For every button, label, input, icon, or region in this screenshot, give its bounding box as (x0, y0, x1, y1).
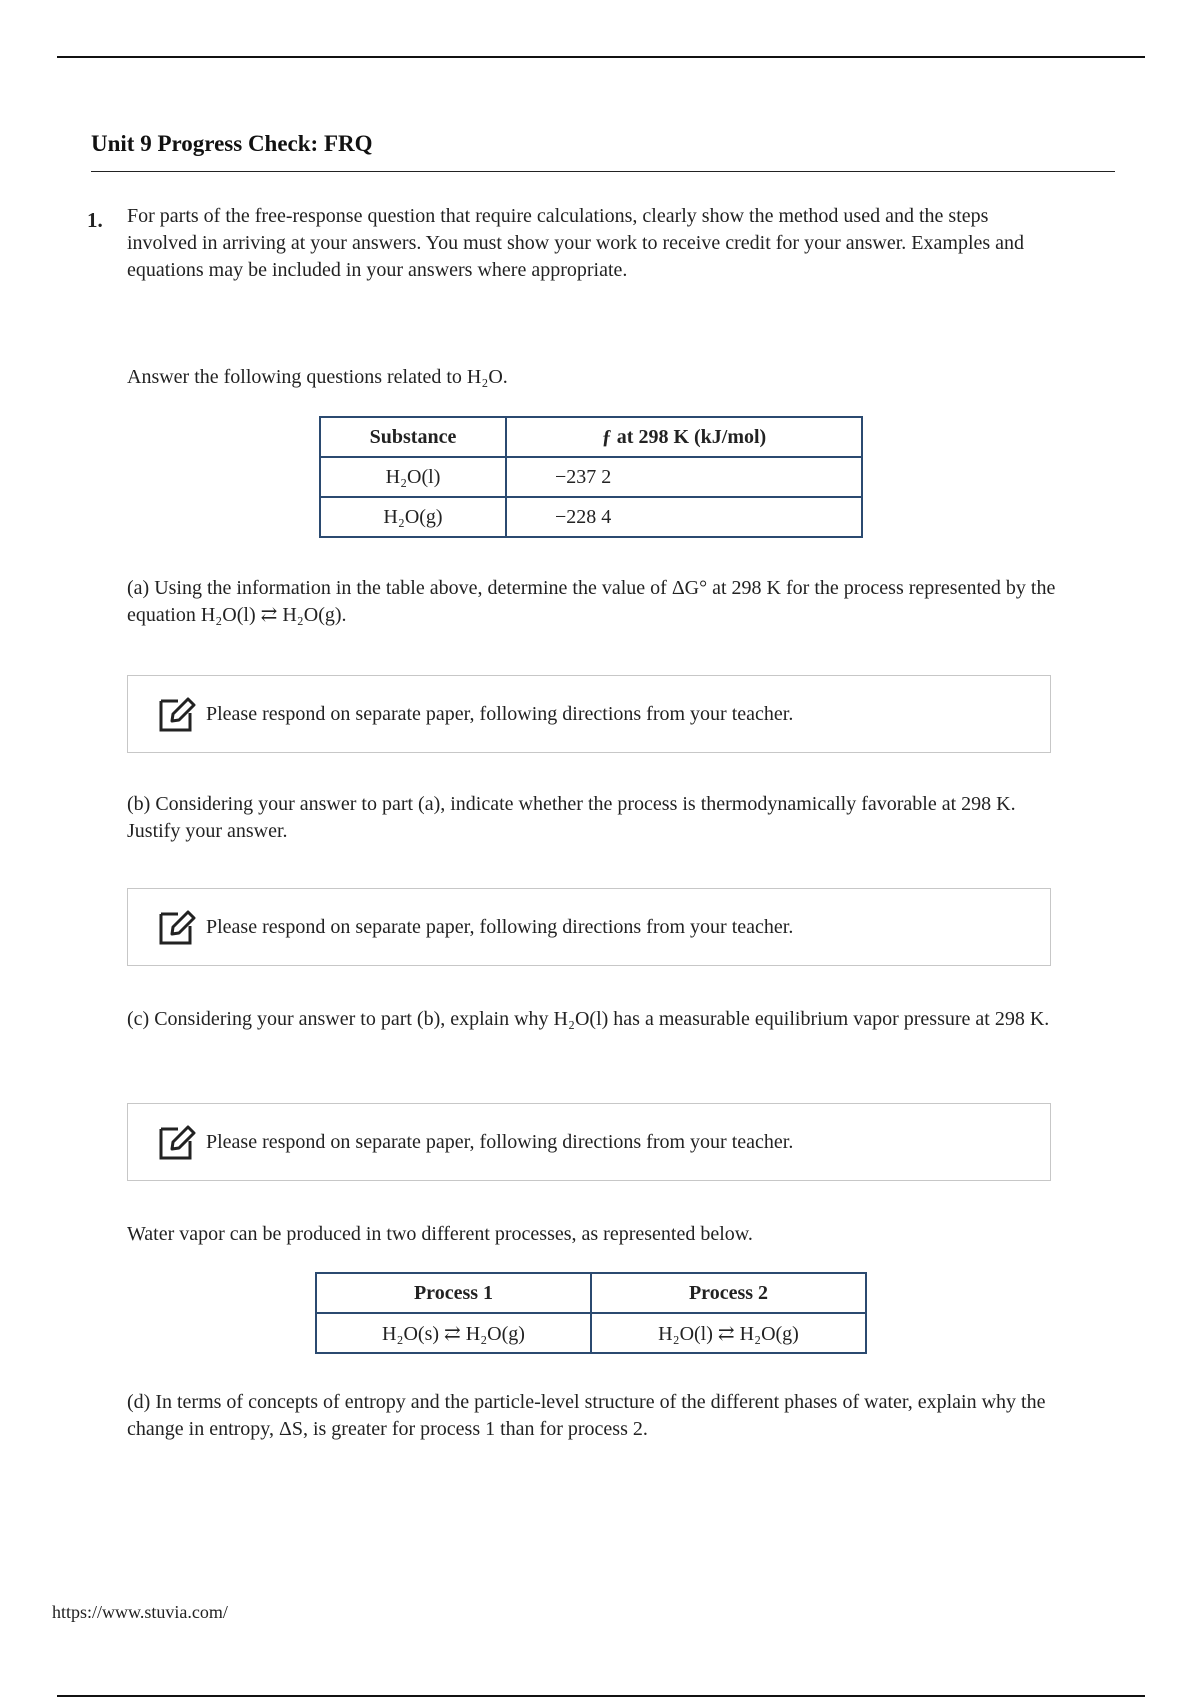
table-header-substance: Substance (320, 417, 506, 457)
part-a-text: (a) Using the information in the table above, determine the value of ΔG° at 298 K for the process represented by the equation H₂O(l) ⇄ H₂O(g). (127, 577, 1056, 626)
table-header-value: ƒ at 298 K (kJ/mol) (506, 417, 862, 457)
title-rule (91, 171, 1115, 172)
water-vapor-intro: Water vapor can be produced in two different processes, as represented below. (127, 1223, 753, 1245)
process-2-header: Process 2 (591, 1273, 866, 1313)
part-c-text: (c) Considering your answer to part (b), explain why H₂O(l) has a measurable equilibrium vapor pressure at 298 K. (127, 1008, 1050, 1030)
question-number: 1. (87, 208, 103, 232)
response-box-a[interactable] (127, 675, 1051, 753)
intro-text: Answer the following questions related to H₂O. (127, 366, 508, 388)
process-1-equation: H₂O(s) ⇄ H₂O(g) (316, 1313, 591, 1353)
process-2-equation: H₂O(l) ⇄ H₂O(g) (591, 1313, 866, 1353)
edit-icon (158, 908, 196, 946)
table-row (320, 497, 862, 537)
top-rule (57, 56, 1145, 58)
part-b-text: (b) Considering your answer to part (a), indicate whether the process is thermodynamically favorable at 298 K. Justify your answer. (127, 793, 1016, 842)
free-energy-table (319, 416, 863, 538)
bottom-rule (57, 1695, 1145, 1697)
substance-cell: H₂O(g) (320, 497, 506, 537)
process-table (315, 1272, 867, 1354)
part-d-text: (d) In terms of concepts of entropy and the particle-level structure of the different phases of water, explain why the change in entropy, ΔS, is greater for process 1 than for process 2. (127, 1391, 1046, 1440)
response-box-c[interactable] (127, 1103, 1051, 1181)
process-1-header: Process 1 (316, 1273, 591, 1313)
response-text: Please respond on separate paper, following directions from your teacher. (206, 702, 794, 725)
table-row (320, 457, 862, 497)
footer-url[interactable]: https://www.stuvia.com/ (52, 1602, 228, 1622)
table-row (316, 1313, 866, 1353)
substance-cell: H₂O(l) (320, 457, 506, 497)
response-box-b[interactable] (127, 888, 1051, 966)
edit-icon (158, 695, 196, 733)
page-title: Unit 9 Progress Check: FRQ (91, 131, 373, 156)
instructions: For parts of the free-response question that require calculations, clearly show the method used and the steps involved in arriving at your answers. You must show your work to receive credit for your answer. Examples and equations may be included in your answers where appropriate. (127, 205, 1025, 281)
edit-icon (158, 1123, 196, 1161)
response-text: Please respond on separate paper, following directions from your teacher. (206, 915, 794, 938)
response-text: Please respond on separate paper, following directions from your teacher. (206, 1130, 794, 1153)
value-cell: −228 4 (506, 497, 862, 537)
value-cell: −237 2 (506, 457, 862, 497)
